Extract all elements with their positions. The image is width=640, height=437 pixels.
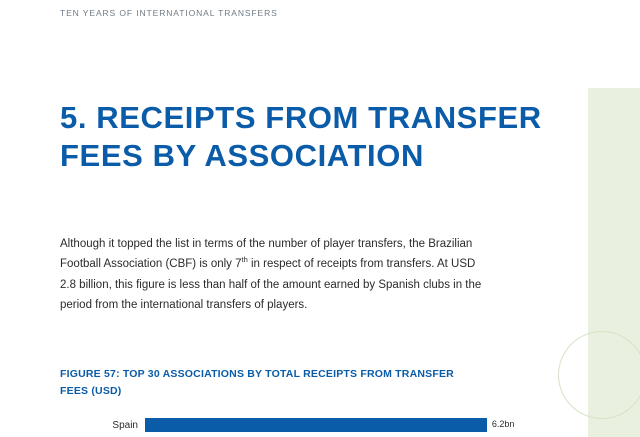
figure-caption: FIGURE 57: TOP 30 ASSOCIATIONS BY TOTAL RECEIPTS FROM TRANSFER FEES (USD)	[60, 368, 454, 397]
page-title: 5. RECEIPTS FROM TRANSFER FEES BY ASSOCIATION	[60, 99, 542, 173]
bar-chart	[60, 418, 520, 437]
ordinal-suffix: th	[241, 255, 248, 265]
chart-row	[60, 418, 520, 432]
chart-bar	[145, 418, 487, 432]
decorative-circle	[558, 331, 640, 419]
decorative-side-band	[588, 88, 640, 437]
body-text-part-1: Although it topped the list in terms of the number of player transfers, the Brazilian Football Association (CBF) is only 7	[60, 237, 473, 270]
body-paragraph	[60, 234, 492, 316]
body-text-part-2: in respect of receipts from transfers. At USD 2.8 billion, this figure is less than half of the amount earned by Spanish clubs in the period from the international transfers of players.	[60, 258, 482, 311]
running-head: TEN YEARS OF INTERNATIONAL TRANSFERS	[60, 8, 278, 18]
chart-value-label: 6.2bn	[491, 419, 515, 429]
chart-bar-area	[145, 418, 520, 432]
chart-category-label: Spain	[112, 419, 138, 431]
